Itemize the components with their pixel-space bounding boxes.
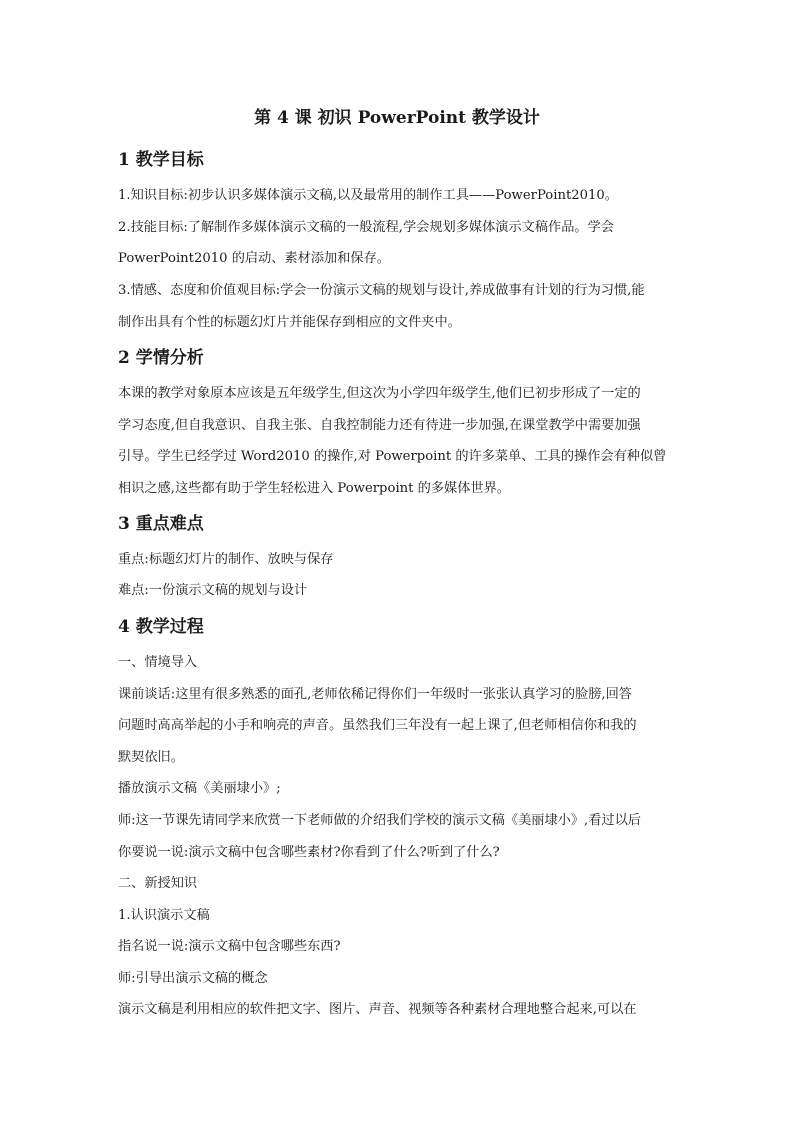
paragraph-line: 重点:标题幻灯片的制作、放映与保存 <box>118 552 334 567</box>
paragraph-line: 播放演示文稿《美丽埭小》; <box>118 781 281 796</box>
paragraph-line: 演示文稿是利用相应的软件把文字、图片、声音、视频等各种素材合理地整合起来,可以在 <box>118 1002 637 1017</box>
paragraph-line: 1.认识演示文稿 <box>118 908 210 923</box>
paragraph-line: 师:引导出演示文稿的概念 <box>118 971 268 986</box>
paragraph-line: 师:这一节课先请同学来欣赏一下老师做的介绍我们学校的演示文稿《美丽埭小》,看过以后 <box>118 813 641 828</box>
section-heading-key-points: 3 重点难点 <box>118 514 204 534</box>
section-heading-student-analysis: 2 学情分析 <box>118 348 204 368</box>
paragraph-line: 二、新授知识 <box>118 876 198 891</box>
paragraph-line: 相识之感,这些都有助于学生轻松进入 Powerpoint 的多媒体世界。 <box>118 481 510 496</box>
paragraph-line: 一、情境导入 <box>118 655 198 670</box>
paragraph-line: 1.知识目标:初步认识多媒体演示文稿,以及最常用的制作工具——PowerPoint2010。 <box>118 188 618 203</box>
document-title: 第 4 课 初识 PowerPoint 教学设计 <box>254 108 540 128</box>
paragraph-line: 指名说一说:演示文稿中包含哪些东西? <box>118 939 341 954</box>
paragraph-line: 引导。学生已经学过 Word2010 的操作,对 Powerpoint 的许多菜单、工具的操作会有种似曾 <box>118 449 667 464</box>
paragraph-line: 你要说一说:演示文稿中包含哪些素材?你看到了什么?听到了什么? <box>118 845 500 860</box>
paragraph-line: 本课的教学对象原本应该是五年级学生,但这次为小学四年级学生,他们已初步形成了一定的 <box>118 386 641 401</box>
section-heading-objectives: 1 教学目标 <box>118 150 204 170</box>
paragraph-line: 难点:一份演示文稿的规划与设计 <box>118 583 308 598</box>
paragraph-line: 问题时高高举起的小手和响亮的声音。虽然我们三年没有一起上课了,但老师相信你和我的 <box>118 718 637 733</box>
paragraph-line: 默契依旧。 <box>118 750 184 765</box>
section-heading-teaching-process: 4 教学过程 <box>118 617 204 637</box>
paragraph-line: 3.情感、态度和价值观目标:学会一份演示文稿的规划与设计,养成做事有计划的行为习惯,能 <box>118 283 645 298</box>
paragraph-line: PowerPoint2010 的启动、素材添加和保存。 <box>118 251 390 266</box>
paragraph-line: 制作出具有个性的标题幻灯片并能保存到相应的文件夹中。 <box>118 315 461 330</box>
paragraph-line: 课前谈话:这里有很多熟悉的面孔,老师依稀记得你们一年级时一张张认真学习的脸膀,回答 <box>118 687 632 702</box>
paragraph-line: 学习态度,但自我意识、自我主张、自我控制能力还有待进一步加强,在课堂教学中需要加强 <box>118 418 641 433</box>
paragraph-line: 2.技能目标:了解制作多媒体演示文稿的一般流程,学会规划多媒体演示文稿作品。学会 <box>118 220 614 235</box>
